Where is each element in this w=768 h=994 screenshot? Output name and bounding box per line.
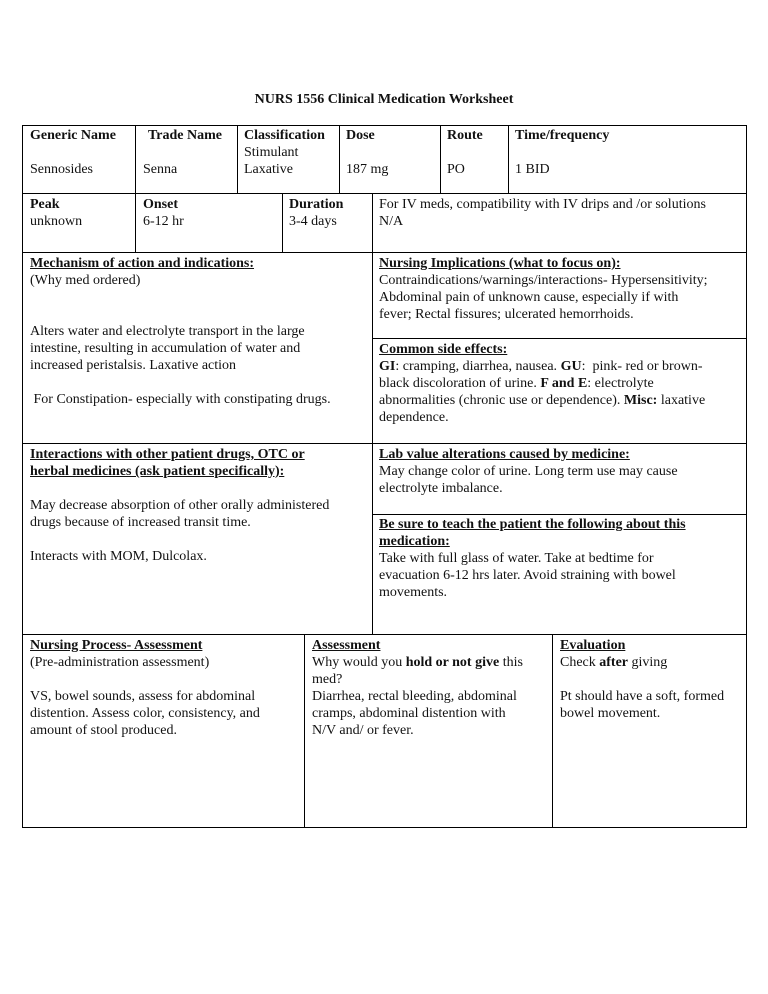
teach-text: Take with full glass of water. Take at bedtime for (379, 551, 654, 566)
generic-name-label: Generic Name (30, 128, 116, 143)
gu-label: GU (560, 359, 582, 374)
indication-text: For Constipation- especially with constipating drugs. (30, 392, 331, 407)
divider (22, 443, 747, 444)
teach-text: movements. (379, 585, 448, 600)
interactions-heading: Interactions with other patient drugs, OTC or (30, 447, 305, 462)
divider (22, 193, 747, 194)
misc-label: Misc: (623, 393, 658, 408)
evaluation-cell (560, 637, 745, 722)
divider (372, 338, 747, 339)
classification-value-2: Laxative (244, 162, 293, 177)
interactions-extra: Interacts with MOM, Dulcolax. (30, 549, 207, 564)
teach-text: evacuation 6-12 hrs later. Avoid straining with bowel (379, 568, 676, 583)
gi-label: GI (379, 359, 396, 374)
lab-values-heading: Lab value alterations caused by medicine: (379, 447, 630, 462)
assessment-question-text: this (499, 655, 523, 670)
assessment-question-text: Why would you (312, 655, 406, 670)
divider (135, 193, 136, 252)
dose-label: Dose (346, 128, 375, 143)
peak-label: Peak (30, 197, 60, 212)
mechanism-cell (30, 255, 370, 408)
divider (282, 193, 283, 252)
divider (372, 514, 747, 515)
lab-values-cell (379, 446, 745, 497)
divider (304, 634, 305, 828)
trade-name-value-cell (143, 161, 233, 178)
misc-text: laxative (657, 393, 706, 408)
classification-label: Classification (244, 128, 325, 143)
evaluation-text: Pt should have a soft, formed (560, 689, 725, 704)
evaluation-heading: Evaluation (560, 638, 626, 653)
nursing-implications-heading: Nursing Implications (what to focus on): (379, 256, 621, 271)
side-effects-text: dependence. (379, 410, 449, 425)
evaluation-after: after (599, 655, 629, 670)
evaluation-check-text: giving (628, 655, 668, 670)
duration-cell (289, 196, 371, 230)
generic-name-value: Sennosides (30, 162, 93, 177)
classification-cell (244, 127, 338, 178)
assessment-text: Diarrhea, rectal bleeding, abdominal (312, 689, 517, 704)
mechanism-text: Alters water and electrolyte transport in the large (30, 324, 305, 339)
lab-values-text: May change color of urine. Long term use may cause (379, 464, 678, 479)
assessment-cell (312, 637, 550, 739)
divider (508, 125, 509, 193)
iv-compatibility-value: N/A (379, 214, 404, 229)
nursing-process-text: distention. Assess color, consistency, and (30, 706, 260, 721)
side-effects-cell (379, 341, 745, 426)
generic-name-cell (30, 127, 134, 178)
interactions-cell (30, 446, 370, 565)
duration-value: 3-4 days (289, 214, 337, 229)
peak-cell (30, 196, 134, 230)
duration-label: Duration (289, 197, 344, 212)
divider (339, 125, 340, 193)
divider (22, 252, 747, 253)
fe-text: : electrolyte (587, 376, 654, 391)
side-effects-text: abnormalities (chronic use or dependence). (379, 393, 624, 408)
trade-name-value: Senna (143, 162, 178, 177)
side-effects-line (379, 375, 745, 392)
iv-compatibility-cell (379, 196, 745, 230)
onset-cell (143, 196, 281, 230)
lab-values-text: electrolyte imbalance. (379, 481, 503, 496)
gu-text: : pink- red or brown- (581, 359, 703, 374)
time-frequency-label: Time/frequency (515, 128, 610, 143)
divider (22, 634, 747, 635)
side-effects-line (379, 358, 745, 375)
nursing-implications-text: Contraindications/warnings/interactions- Hypersensitivity; (379, 273, 708, 288)
mechanism-text: increased peristalsis. Laxative action (30, 358, 237, 373)
divider (552, 634, 553, 828)
nursing-process-heading: Nursing Process- Assessment (30, 638, 203, 653)
onset-label: Onset (143, 197, 178, 212)
evaluation-text: bowel movement. (560, 706, 661, 721)
route-cell (447, 127, 507, 178)
nursing-implications-text: fever; Rectal fissures; ulcerated hemorrhoids. (379, 307, 634, 322)
interactions-heading: herbal medicines (ask patient specifically): (30, 464, 285, 479)
gi-text: : cramping, diarrhea, nausea. (395, 359, 561, 374)
classification-value-1: Stimulant (244, 145, 299, 160)
mechanism-heading: Mechanism of action and indications: (30, 256, 255, 271)
dose-cell (346, 127, 438, 178)
assessment-question-line2: med? (312, 672, 343, 687)
interactions-text: May decrease absorption of other orally administered (30, 498, 330, 513)
teach-heading: medication: (379, 534, 450, 549)
side-effects-text: black discoloration of urine. (379, 376, 541, 391)
route-label: Route (447, 128, 483, 143)
fe-label: F and E (540, 376, 588, 391)
hold-or-not-give: hold or not give (405, 655, 500, 670)
time-frequency-cell (515, 127, 743, 178)
divider (372, 252, 373, 634)
evaluation-check-text: Check (560, 655, 600, 670)
nursing-process-subheading: (Pre-administration assessment) (30, 655, 210, 670)
dose-value: 187 mg (346, 162, 389, 177)
worksheet-title: NURS 1556 Clinical Medication Worksheet (254, 92, 514, 107)
divider (135, 125, 136, 193)
nursing-implications-text: Abdominal pain of unknown cause, especially if with (379, 290, 679, 305)
divider (440, 125, 441, 193)
evaluation-check (560, 654, 745, 671)
mechanism-subheading: (Why med ordered) (30, 273, 141, 288)
teach-heading: Be sure to teach the patient the following about this (379, 517, 686, 532)
nursing-process-cell (30, 637, 302, 739)
trade-name-cell (148, 127, 236, 144)
teach-cell (379, 516, 745, 601)
nursing-process-text: amount of stool produced. (30, 723, 177, 738)
trade-name-label: Trade Name (148, 128, 222, 143)
onset-value: 6-12 hr (143, 214, 184, 229)
divider (372, 193, 373, 252)
nursing-process-text: VS, bowel sounds, assess for abdominal (30, 689, 256, 704)
mechanism-text: intestine, resulting in accumulation of water and (30, 341, 301, 356)
side-effects-heading: Common side effects: (379, 342, 508, 357)
side-effects-line (379, 392, 745, 409)
divider (237, 125, 238, 193)
assessment-question (312, 654, 550, 671)
route-value: PO (447, 162, 465, 177)
nursing-implications-cell (379, 255, 745, 323)
assessment-text: N/V and/ or fever. (312, 723, 414, 738)
interactions-text: drugs because of increased transit time. (30, 515, 251, 530)
assessment-heading: Assessment (312, 638, 381, 653)
iv-compatibility-label: For IV meds, compatibility with IV drips and /or solutions (379, 197, 706, 212)
assessment-text: cramps, abdominal distention with (312, 706, 506, 721)
peak-value: unknown (30, 214, 83, 229)
time-frequency-value: 1 BID (515, 162, 550, 177)
